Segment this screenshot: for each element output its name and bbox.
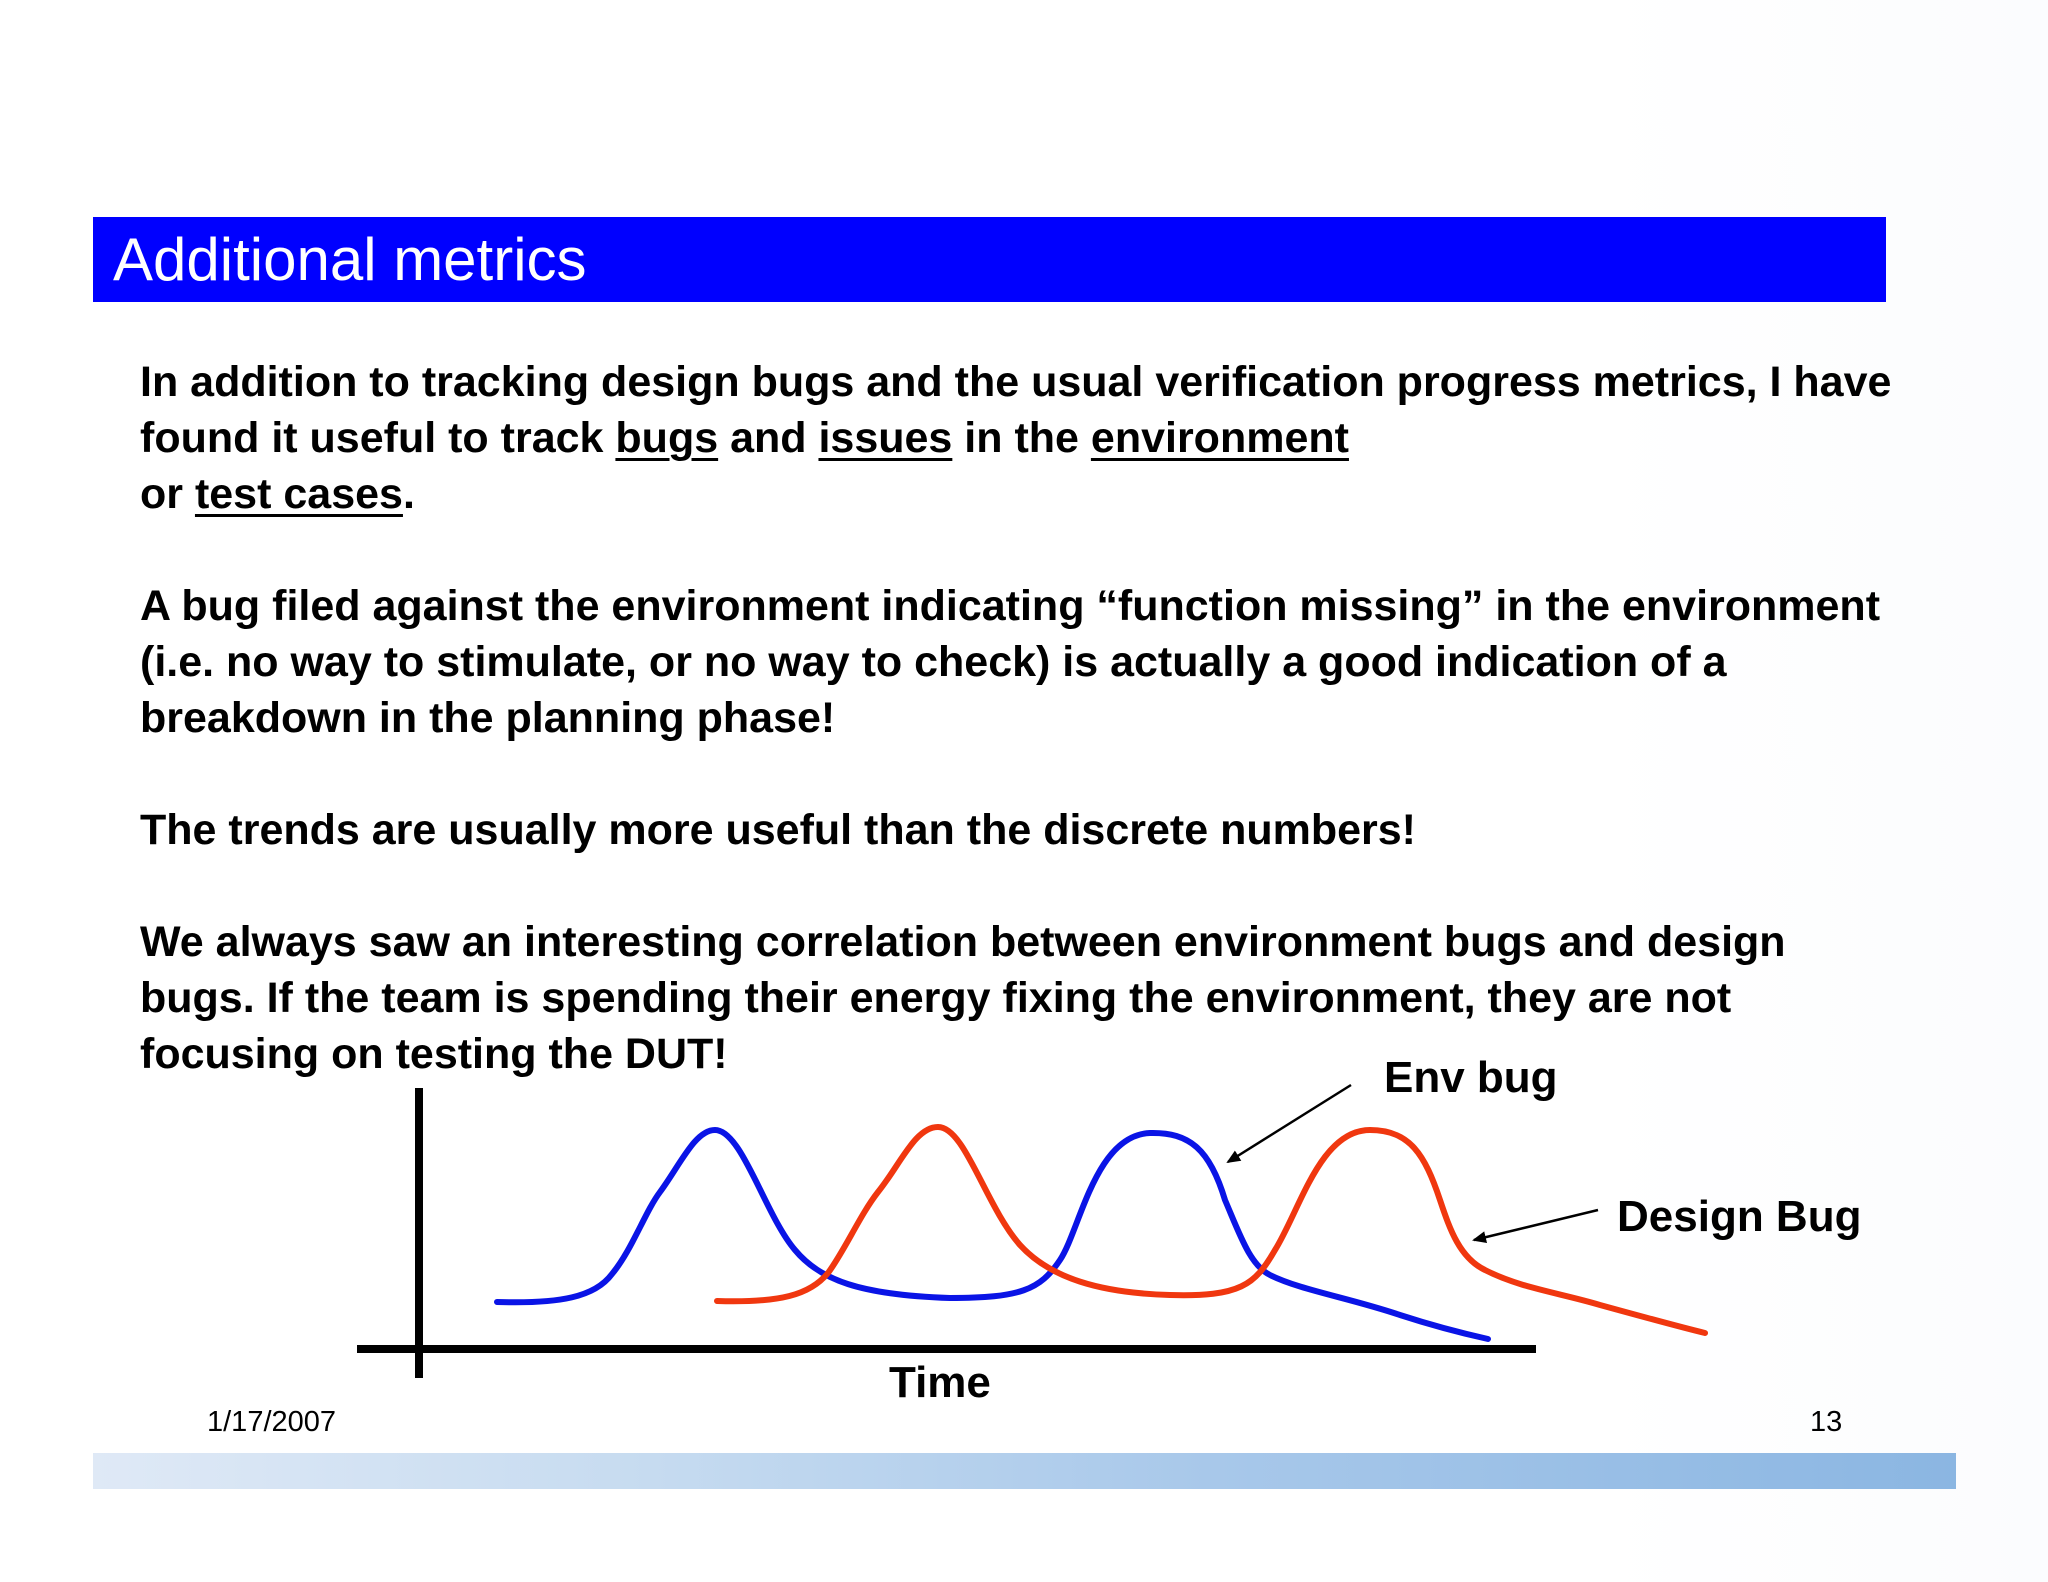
underlined-environment: environment: [1090, 414, 1349, 462]
slide-title: Additional metrics: [113, 226, 587, 293]
underlined-issues: issues: [818, 414, 953, 462]
underlined-test-cases: test cases: [194, 470, 403, 518]
paragraph-2: A bug filed against the environment indicating “function missing” in the environment (i.e. no way to stimulate, or no way to check) is actually a good indication of a breakdown in the planning phase!: [140, 582, 1881, 742]
design-bug-label: Design Bug: [1617, 1192, 1862, 1241]
paragraph-1-text-a: In addition to tracking design bugs and the usual verification progress metrics, I have found it useful to track: [140, 358, 1892, 462]
design-bug-pointer-arrow: [1474, 1210, 1598, 1240]
env-bug-label: Env bug: [1384, 1053, 1558, 1102]
underlined-bugs: bugs: [615, 414, 719, 462]
paragraph-3: The trends are usually more useful than the discrete numbers!: [140, 806, 1416, 854]
paragraph-1-text-d: or: [140, 470, 195, 518]
footer-gradient-bar: [93, 1453, 1956, 1489]
paragraph-1-text-c: in the: [952, 414, 1091, 462]
env-bug-series-line: [497, 1130, 1488, 1339]
paragraph-4: We always saw an interesting correlation between environment bugs and design bugs. If the team is spending their energy fixing the environment, they are not focusing on testing the DUT!: [140, 918, 1786, 1078]
x-axis-label: Time: [889, 1358, 991, 1407]
footer-page-number: 13: [1810, 1406, 1843, 1438]
design-bug-series-line: [717, 1127, 1705, 1333]
paragraph-1-text-e: .: [402, 470, 415, 518]
paragraph-1-text-b: and: [718, 414, 819, 462]
footer-date: 1/17/2007: [207, 1406, 337, 1438]
